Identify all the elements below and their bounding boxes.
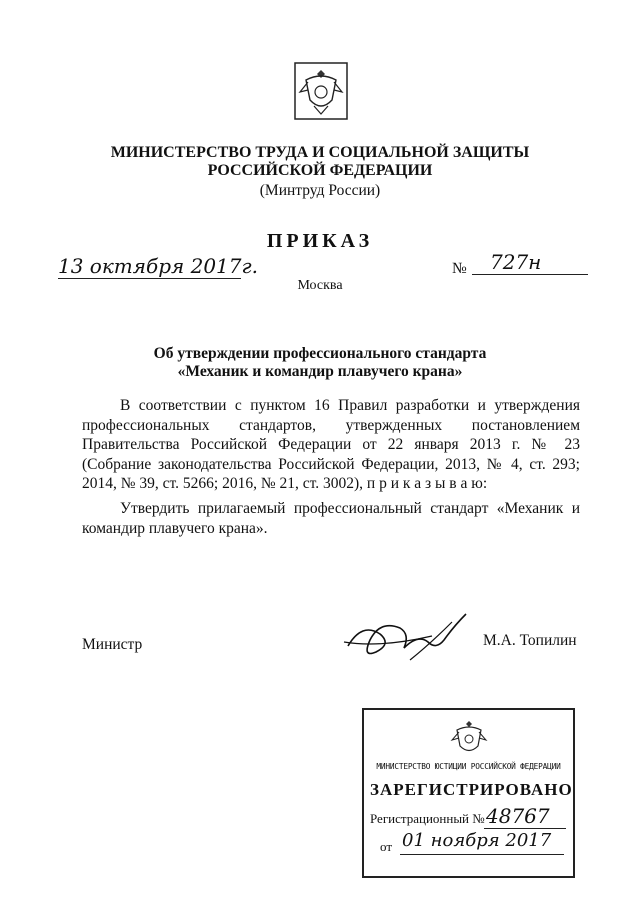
stamp-reg-underline (484, 828, 566, 829)
ministry-short-name: (Минтруд России) (259, 182, 381, 199)
order-date: 13 октября 2017г. (58, 254, 258, 278)
stamp-date-prefix: от (380, 839, 393, 854)
signatory-position: Министр (82, 636, 143, 653)
coat-of-arms-emblem (294, 62, 348, 120)
signatory-name: М.А. Топилин (483, 632, 577, 649)
body-paragraph-2: Утвердить прилагаемый профессиональный стандарт «Механик и командир плавучего крана». (82, 500, 580, 537)
ministry-name-line2: РОССИЙСКОЙ ФЕДЕРАЦИИ (207, 162, 433, 179)
order-number-underline (472, 274, 588, 275)
stamp-registered: ЗАРЕГИСТРИРОВАНО (370, 780, 573, 799)
stamp-reg-label: Регистрационный № (370, 811, 485, 826)
stamp-date: 01 ноября 2017 (402, 830, 552, 851)
body-paragraph-1: В соответствии с пунктом 16 Правил разработки и утверждения профессиональных стандартов, утвержденных постановлением Правительства Российской Федерации от 22 января 2013 г. № 23 (Собрание законодательства Российской Федерации, 2013, № 4, ст. 293; 2014, № 39, ст. 5266; 2016, № 21, ст. 3002), п р и к а з ы в а ю: (82, 397, 580, 492)
handwritten-signature (340, 604, 480, 674)
order-title: ПРИКАЗ (266, 230, 374, 252)
ministry-name-line1: МИНИСТЕРСТВО ТРУДА И СОЦИАЛЬНОЙ ЗАЩИТЫ (110, 144, 530, 161)
stamp-emblem-icon (449, 718, 489, 758)
order-city: Москва (297, 278, 343, 293)
stamp-ministry: МИНИСТЕРСТВО ЮСТИЦИИ РОССИЙСКОЙ ФЕДЕРАЦИИ (376, 762, 561, 771)
order-number-prefix: № (452, 260, 467, 277)
stamp-date-underline (400, 854, 564, 855)
stamp-reg-number: 48767 (486, 804, 550, 828)
order-subject-line2: «Механик и командир плавучего крана» (177, 363, 463, 380)
order-subject-line1: Об утверждении профессионального стандарта (153, 345, 487, 362)
order-number: 727н (490, 250, 542, 274)
registration-stamp (362, 708, 575, 878)
